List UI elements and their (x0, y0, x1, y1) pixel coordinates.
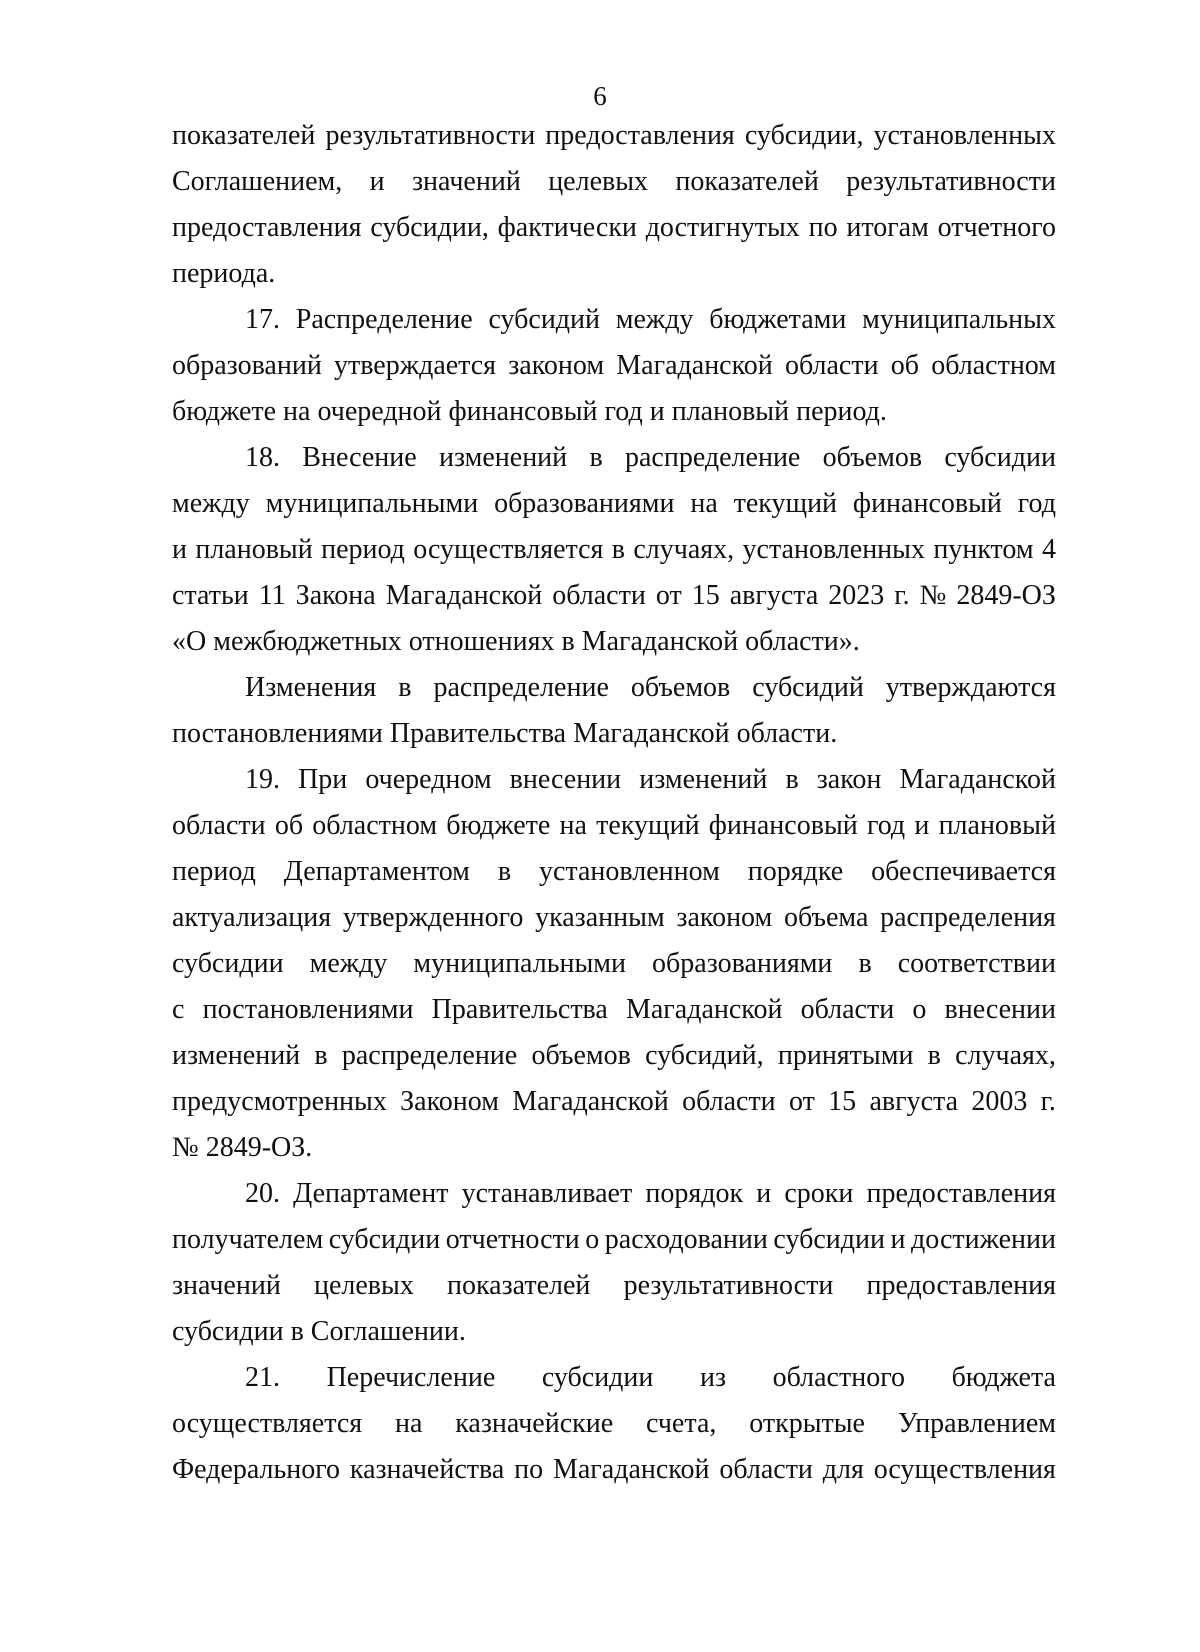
word: очередном (365, 764, 492, 795)
word: открытые (749, 1408, 865, 1439)
word: плановый (938, 810, 1056, 841)
text-line: № 2849-ОЗ. (172, 1132, 313, 1163)
word: 21. (245, 1362, 280, 1393)
word: актуализация (172, 902, 332, 933)
word: объема (783, 902, 869, 933)
word: период (321, 534, 405, 565)
text-line (245, 300, 1056, 340)
word: 17. (245, 304, 280, 335)
text-line: субсидии в Соглашении. (172, 1316, 466, 1347)
word: закон (816, 764, 882, 795)
word: для (822, 1454, 864, 1485)
text-line (172, 576, 1056, 616)
word: от (788, 1086, 815, 1117)
word: установленных (873, 120, 1056, 151)
word: год (866, 810, 906, 841)
word: порядок (645, 1178, 744, 1209)
word: целевых (313, 1270, 414, 1301)
word: 18. (245, 442, 280, 473)
word: Управлением (897, 1408, 1056, 1439)
word: итогам (846, 212, 929, 243)
word: в (785, 764, 799, 795)
word: случаях, (955, 1040, 1056, 1071)
text-line (172, 806, 1056, 846)
text-line (172, 484, 1056, 524)
word: финансовый (708, 810, 858, 841)
word: отчетного (937, 212, 1056, 243)
text-line (172, 162, 1056, 202)
word: в (611, 534, 626, 565)
word: 15 (691, 580, 720, 611)
word: образований (172, 350, 322, 381)
word: о (912, 994, 927, 1025)
word: распределение (433, 672, 609, 703)
word: в (398, 672, 412, 703)
word: год (1017, 488, 1056, 519)
word: о (585, 1224, 600, 1255)
word: предоставления (866, 1178, 1056, 1209)
word: муниципальных (862, 304, 1056, 335)
word: Закона (295, 580, 376, 611)
word: и (890, 1224, 906, 1255)
word: получателем (172, 1224, 324, 1255)
text-line (172, 1036, 1056, 1076)
word: предоставления (172, 212, 362, 243)
word: показателей (675, 166, 819, 197)
word: августа (729, 580, 819, 611)
word: области (784, 350, 879, 381)
word: принятыми (777, 1040, 914, 1071)
word: муниципальными (265, 488, 479, 519)
word: осуществляется (413, 534, 604, 565)
word: указанным (535, 902, 665, 933)
word: бюджета (951, 1362, 1056, 1393)
word: Магаданской (385, 580, 543, 611)
text-line (245, 1358, 1056, 1398)
word: из (699, 1362, 727, 1393)
word: 2849-ОЗ (956, 580, 1056, 611)
word: в (589, 442, 603, 473)
text-line (172, 208, 1056, 248)
word: августа (869, 1086, 959, 1117)
word: период (172, 856, 256, 887)
word: от (655, 580, 682, 611)
word: на (559, 810, 587, 841)
page-number: 6 (593, 81, 607, 111)
word: изменений (172, 1040, 301, 1071)
text-line (245, 760, 1056, 800)
word: Магаданской (616, 350, 773, 381)
word: расходовании (604, 1224, 768, 1255)
word: значений (172, 1270, 281, 1301)
text-line (172, 852, 1056, 892)
word: Федерального (172, 1454, 341, 1485)
word: достигнутых (645, 212, 800, 243)
word: 15 (828, 1086, 857, 1117)
word: Департамент (293, 1178, 449, 1209)
word: 4 (1041, 534, 1056, 565)
word: статьи (172, 580, 249, 611)
word: между (615, 304, 694, 335)
word: Внесение (302, 442, 417, 473)
word: и (172, 534, 187, 565)
word: распределение (624, 442, 801, 473)
word: между (172, 488, 250, 519)
word: областном (931, 350, 1056, 381)
word: Соглашением, (172, 166, 343, 197)
word: субсидий, (645, 1040, 764, 1071)
word: на (690, 488, 718, 519)
word: утвержденного (342, 902, 524, 933)
word: в (858, 948, 872, 979)
word: между (309, 948, 388, 979)
word: субсидии (541, 1362, 654, 1393)
word: г. (894, 580, 910, 611)
word: образованиями (652, 948, 833, 979)
word: целевых (548, 166, 649, 197)
word: Магаданской (899, 764, 1056, 795)
word: сроки (784, 1178, 854, 1209)
word: Распределение (295, 304, 473, 335)
word: 20. (245, 1178, 280, 1209)
word: области (800, 994, 895, 1025)
word: Изменения (245, 672, 377, 703)
word: в (497, 856, 512, 887)
text-line (172, 990, 1056, 1030)
text-line (172, 346, 1056, 386)
word: области (552, 580, 646, 611)
word: текущий (733, 488, 838, 519)
text-line (172, 1266, 1056, 1306)
word: предоставления (545, 120, 735, 151)
word: Магаданской (552, 1454, 710, 1485)
text-line: бюджете на очередной финансовый год и плановый период. (172, 396, 887, 427)
word: значений (411, 166, 521, 197)
word: субсидии (944, 442, 1056, 473)
word: № (919, 580, 947, 611)
text-line (172, 530, 1056, 570)
word: г. (1040, 1086, 1056, 1117)
word: осуществляется (172, 1408, 363, 1439)
word: результативности (325, 120, 536, 151)
word: субсидии, (744, 120, 864, 151)
word: бюджетами (709, 304, 847, 335)
word: Законом (400, 1086, 499, 1117)
text-line: периода. (172, 258, 276, 289)
word: изменений (438, 442, 568, 473)
word: Магаданской (625, 994, 783, 1025)
word: постановлениями (202, 994, 414, 1025)
word: отчетности (445, 1224, 580, 1255)
word: области (719, 1454, 813, 1485)
word: Департаментом (283, 856, 470, 887)
word: соответствии (897, 948, 1056, 979)
word: областном (312, 810, 438, 841)
word: и (756, 1178, 772, 1209)
word: плановый (195, 534, 313, 565)
text-line (172, 898, 1056, 938)
word: в (314, 1040, 328, 1071)
word: образованиями (494, 488, 675, 519)
word: финансовый (852, 488, 1002, 519)
word: субсидии (328, 1224, 441, 1255)
word: обеспечивается (871, 856, 1056, 887)
word: утверждаются (885, 672, 1056, 703)
word: текущий (596, 810, 700, 841)
word: и (914, 810, 930, 841)
word: области (172, 810, 266, 841)
word: объемов (822, 442, 923, 473)
text-line: «О межбюджетных отношениях в Магаданской области». (172, 626, 860, 657)
word: казначейские (455, 1408, 614, 1439)
word: субсидии, (370, 212, 489, 243)
word: распределение (341, 1040, 518, 1071)
word: субсидий (488, 304, 601, 335)
word: и (369, 166, 385, 197)
word: утверждается (334, 350, 497, 381)
word: случаях, (633, 534, 735, 565)
word: показателей (172, 120, 316, 151)
word: предусмотренных (172, 1086, 387, 1117)
word: фактически (497, 212, 637, 243)
text-line (172, 1404, 1056, 1444)
word: предоставления (866, 1270, 1056, 1301)
word: области (682, 1086, 776, 1117)
word: результативности (846, 166, 1056, 197)
word: законом (508, 350, 605, 381)
word: казначейства (349, 1454, 505, 1485)
word: по (808, 212, 838, 243)
word: 2003 (971, 1086, 1028, 1117)
word: в (927, 1040, 941, 1071)
word: Правительства (431, 994, 608, 1025)
word: показателей (447, 1270, 591, 1301)
word: 11 (258, 580, 286, 611)
word: с (172, 994, 185, 1025)
word: распределения (880, 902, 1056, 933)
word: областного (772, 1362, 905, 1393)
word: осуществления (873, 1454, 1056, 1485)
word: объемов (630, 672, 731, 703)
text-line (172, 1082, 1056, 1122)
word: субсидии (773, 1224, 885, 1255)
text-line (245, 668, 1056, 708)
text-line (172, 116, 1056, 156)
word: Перечисление (326, 1362, 496, 1393)
word: законом (676, 902, 773, 933)
word: установленном (539, 856, 720, 887)
word: 19. (245, 764, 280, 795)
word: на (394, 1408, 423, 1439)
word: Магаданской (512, 1086, 669, 1117)
word: муниципальными (413, 948, 626, 979)
word: При (298, 764, 348, 795)
text-line (245, 1174, 1056, 1214)
word: объемов (531, 1040, 631, 1071)
word: субсидий (752, 672, 864, 703)
word: 2023 (828, 580, 885, 611)
word: счета, (645, 1408, 717, 1439)
word: результативности (623, 1270, 834, 1301)
word: внесении (509, 764, 622, 795)
word: об (890, 350, 920, 381)
text-line (245, 438, 1056, 478)
word: изменений (639, 764, 768, 795)
text-line (172, 1450, 1056, 1490)
word: по (514, 1454, 544, 1485)
text-line: постановлениями Правительства Магаданской области. (172, 718, 838, 749)
word: установленных (742, 534, 925, 565)
word: субсидии (172, 948, 284, 979)
word: порядке (747, 856, 844, 887)
word: бюджете (446, 810, 551, 841)
text-line (172, 1220, 1056, 1260)
word: внесении (944, 994, 1056, 1025)
word: достижении (911, 1224, 1056, 1255)
word: об (274, 810, 304, 841)
text-line (172, 944, 1056, 984)
word: пунктом (933, 534, 1034, 565)
word: устанавливает (461, 1178, 633, 1209)
